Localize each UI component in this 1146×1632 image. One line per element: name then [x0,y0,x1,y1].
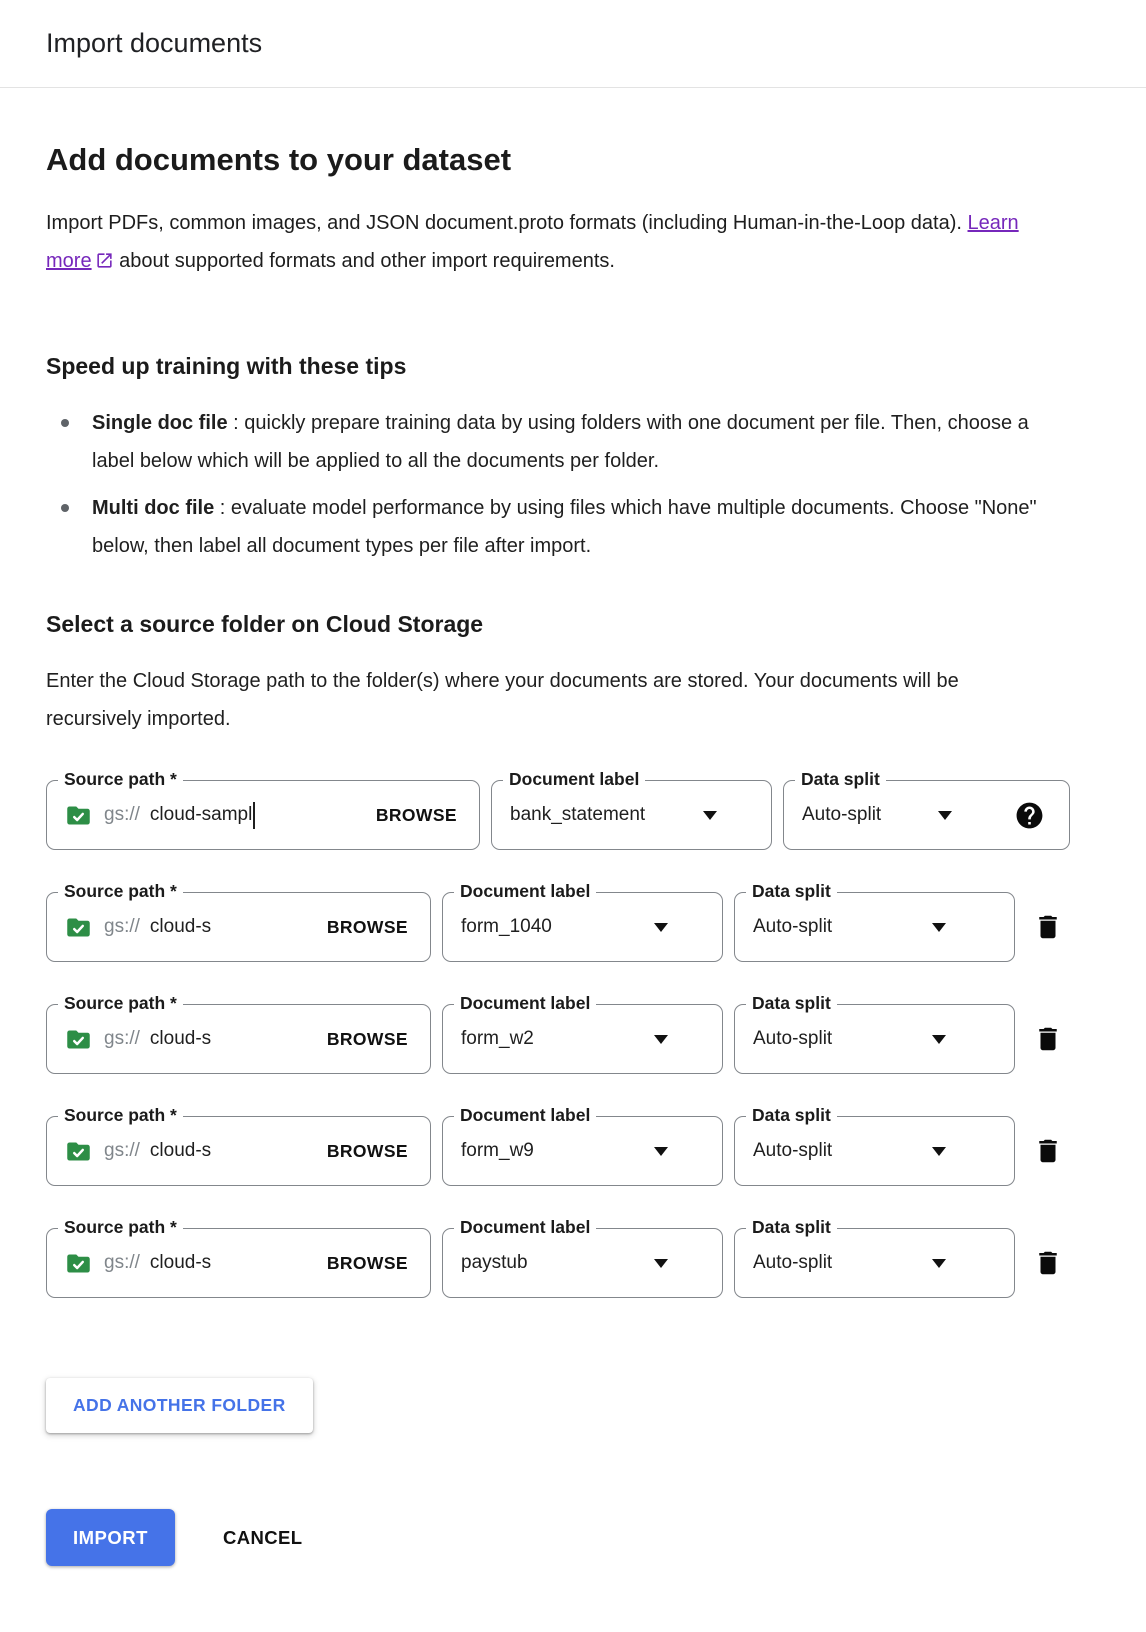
source-section-description: Enter the Cloud Storage path to the folder(s) where your documents are stored. Your documents will be recursively imported. [46,670,959,730]
data-split-label: Data split [746,993,837,1014]
source-path-field[interactable] [46,1217,431,1298]
source-path-label: Source path * [58,1217,183,1238]
help-icon[interactable] [1014,800,1045,831]
tips-list [46,404,1070,565]
tips-heading: Speed up training with these tips [46,353,407,379]
document-label-select[interactable] [442,993,723,1074]
data-split-select[interactable] [783,769,1070,850]
gs-prefix: gs:// [104,1140,140,1161]
source-path-field[interactable] [46,993,431,1074]
data-split-value: Auto-split [802,804,882,825]
delete-row-icon[interactable] [1029,1132,1067,1170]
row-trailing-cell [1026,1116,1070,1186]
document-label-label: Document label [454,1105,596,1126]
data-split-value: Auto-split [753,1140,833,1161]
dialog-actions [46,1509,1070,1566]
cancel-button[interactable]: CANCEL [222,1526,303,1548]
dialog-body [0,142,1146,1566]
source-path-input[interactable]: cloud-s [149,1252,212,1273]
source-path-input[interactable]: cloud-s [149,1140,212,1161]
source-path-label: Source path * [58,881,183,902]
delete-row-icon[interactable] [1029,908,1067,946]
delete-row-icon[interactable] [1029,1244,1067,1282]
dropdown-caret-icon[interactable] [932,1035,946,1044]
folder-check-icon [65,914,92,941]
source-path-label: Source path * [58,1105,183,1126]
browse-button[interactable]: BROWSE [326,1028,408,1049]
source-path-label: Source path * [58,993,183,1014]
dialog-title: Import documents [0,0,1146,88]
browse-button[interactable]: BROWSE [326,1252,408,1273]
source-path-input[interactable]: cloud-s [149,1028,212,1049]
folder-check-icon [65,1026,92,1053]
source-path-input[interactable]: cloud-sampl [149,804,253,825]
document-label-label: Document label [454,993,596,1014]
document-label-select[interactable] [442,1105,723,1186]
tip-item-multi-doc [46,489,1046,565]
source-folder-row [46,881,1070,962]
import-button[interactable]: IMPORT [46,1509,175,1566]
intro-text-after: about supported formats and other import requirements. [113,250,615,272]
tip-text: : quickly prepare training data by using folders with one document per file. Then, choose a label below which will be applied to all the documents per folder. [92,412,1029,472]
gs-prefix: gs:// [104,804,140,825]
tip-text: : evaluate model performance by using files which have multiple documents. Choose "None" below, then label all document types per file after import. [92,497,1037,557]
document-label-label: Document label [454,881,596,902]
dropdown-caret-icon[interactable] [932,1147,946,1156]
source-path-label: Source path * [58,769,183,790]
source-folder-row [46,1105,1070,1186]
data-split-value: Auto-split [753,1028,833,1049]
folder-check-icon [65,1250,92,1277]
source-section-heading: Select a source folder on Cloud Storage [46,611,484,637]
document-label-label: Document label [503,769,645,790]
intro-paragraph [46,204,1046,283]
document-label-value: form_w2 [461,1028,534,1049]
browse-button[interactable]: BROWSE [326,1140,408,1161]
data-split-select[interactable] [734,1105,1015,1186]
gs-prefix: gs:// [104,1252,140,1273]
learn-more-link[interactable]: Learn more [46,212,1019,272]
external-link-icon [95,245,114,283]
dropdown-caret-icon[interactable] [932,1259,946,1268]
source-folder-row [46,993,1070,1074]
data-split-select[interactable] [734,993,1015,1074]
document-label-value: form_w9 [461,1140,534,1161]
dropdown-caret-icon[interactable] [703,811,717,820]
dropdown-caret-icon[interactable] [654,923,668,932]
data-split-label: Data split [746,1217,837,1238]
data-split-select[interactable] [734,1217,1015,1298]
dropdown-caret-icon[interactable] [654,1035,668,1044]
data-split-value: Auto-split [753,916,833,937]
source-path-input[interactable]: cloud-s [149,916,212,937]
document-label-value: paystub [461,1252,528,1273]
source-path-field[interactable] [46,769,480,850]
row-trailing-cell [1026,1228,1070,1298]
source-path-field[interactable] [46,881,431,962]
data-split-label: Data split [746,881,837,902]
document-label-value: form_1040 [461,916,552,937]
intro-text-before: Import PDFs, common images, and JSON document.proto formats (including Human-in-the-Loop data). [46,212,968,234]
tip-bold-text: Single doc file [92,412,228,434]
dropdown-caret-icon[interactable] [932,923,946,932]
text-cursor [253,802,255,829]
tip-item-single-doc [46,404,1046,480]
document-label-select[interactable] [491,769,772,850]
add-another-folder-button[interactable]: ADD ANOTHER FOLDER [46,1378,313,1433]
dropdown-caret-icon[interactable] [654,1259,668,1268]
dropdown-caret-icon[interactable] [654,1147,668,1156]
dropdown-caret-icon[interactable] [938,811,952,820]
page-title: Add documents to your dataset [46,142,512,177]
document-label-value: bank_statement [510,804,646,825]
gs-prefix: gs:// [104,916,140,937]
document-label-select[interactable] [442,881,723,962]
folder-check-icon [65,1138,92,1165]
data-split-value: Auto-split [753,1252,833,1273]
data-split-select[interactable] [734,881,1015,962]
document-label-select[interactable] [442,1217,723,1298]
data-split-label: Data split [746,1105,837,1126]
source-path-field[interactable] [46,1105,431,1186]
delete-row-icon[interactable] [1029,1020,1067,1058]
source-folder-row [46,1217,1070,1298]
gs-prefix: gs:// [104,1028,140,1049]
data-split-label: Data split [795,769,886,790]
folder-check-icon [65,802,92,829]
tip-bold-text: Multi doc file [92,497,215,519]
document-label-label: Document label [454,1217,596,1238]
browse-button[interactable]: BROWSE [326,916,408,937]
source-folder-row [46,769,1070,850]
row-trailing-cell [1026,1004,1070,1074]
browse-button[interactable]: BROWSE [375,804,457,825]
source-folder-rows [46,769,1070,1298]
row-trailing-cell [1026,892,1070,962]
